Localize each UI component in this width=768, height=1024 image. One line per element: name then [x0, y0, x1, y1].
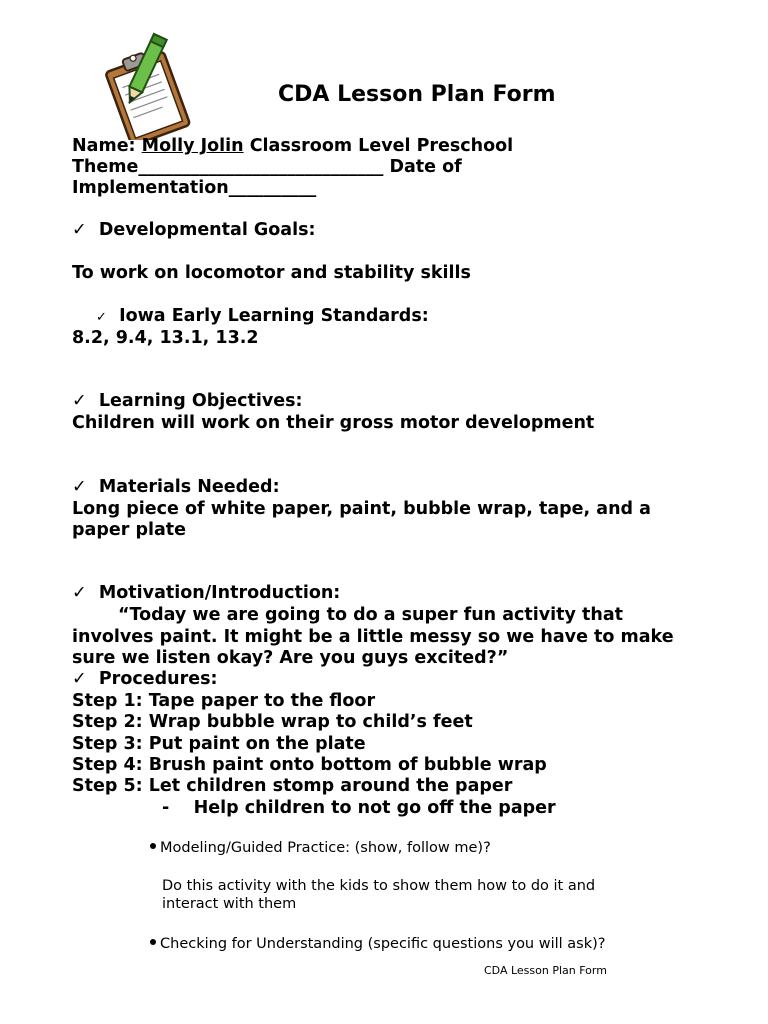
- name-value: Molly Jolin: [141, 136, 244, 156]
- theme-blank: ____________________________: [138, 157, 384, 177]
- developmental-goals-heading: ✓ Developmental Goals:: [72, 220, 316, 240]
- implementation-label: Implementation: [72, 178, 229, 198]
- page-footer: CDA Lesson Plan Form: [484, 964, 607, 977]
- procedure-step: Step 5: Let children stomp around the paper: [72, 776, 513, 796]
- theme-date-line: [72, 157, 462, 177]
- standards-text: 8.2, 9.4, 13.1, 13.2: [72, 328, 259, 348]
- classroom-label: Classroom Level: [249, 136, 411, 156]
- standards-heading: ✓ Iowa Early Learning Standards:: [96, 306, 429, 326]
- page-title: CDA Lesson Plan Form: [278, 82, 556, 107]
- classroom-value: Preschool: [416, 136, 514, 156]
- modeling-line-2: interact with them: [162, 896, 297, 912]
- motivation-line-1: “Today we are going to do a super fun activity that: [118, 605, 624, 625]
- check-icon: ✓: [72, 220, 87, 240]
- procedure-step: Step 4: Brush paint onto bottom of bubble wrap: [72, 755, 547, 775]
- implementation-blank: __________: [228, 178, 317, 198]
- motivation-heading: ✓ Motivation/Introduction:: [72, 583, 341, 603]
- name-label: Name:: [72, 136, 136, 156]
- name-classroom-line: [72, 136, 513, 156]
- check-icon: ✓: [72, 669, 87, 689]
- bullet-icon: [150, 939, 156, 945]
- modeling-heading: Modeling/Guided Practice: (show, follow me)?: [150, 840, 491, 856]
- procedure-step: Step 2: Wrap bubble wrap to child’s feet: [72, 712, 473, 732]
- procedures-heading: ✓ Procedures:: [72, 669, 218, 689]
- learning-objectives-text: Children will work on their gross motor development: [72, 413, 595, 433]
- learning-objectives-heading: ✓ Learning Objectives:: [72, 391, 303, 411]
- bullet-icon: [150, 843, 156, 849]
- date-label: Date of: [389, 157, 462, 177]
- check-icon: ✓: [72, 477, 87, 497]
- modeling-line-1: Do this activity with the kids to show them how to do it and: [162, 878, 596, 894]
- materials-heading: ✓ Materials Needed:: [72, 477, 280, 497]
- theme-label: Theme: [72, 157, 139, 177]
- procedure-step: Step 3: Put paint on the plate: [72, 734, 366, 754]
- motivation-line-2: involves paint. It might be a little messy so we have to make: [72, 627, 674, 647]
- check-icon: ✓: [72, 583, 87, 603]
- procedure-step: Step 1: Tape paper to the floor: [72, 691, 376, 711]
- motivation-line-3: sure we listen okay? Are you guys excited?”: [72, 648, 509, 668]
- developmental-goals-text: To work on locomotor and stability skills: [72, 263, 471, 283]
- check-icon: ✓: [72, 391, 87, 411]
- check-icon: ✓: [96, 310, 107, 325]
- clipboard-pencil-icon: [96, 30, 206, 140]
- implementation-line: [72, 178, 316, 198]
- materials-line-2: paper plate: [72, 520, 187, 540]
- procedure-sub-item: - Help children to not go off the paper: [162, 798, 556, 818]
- materials-line-1: Long piece of white paper, paint, bubble wrap, tape, and a: [72, 499, 651, 519]
- checking-heading: Checking for Understanding (specific questions you will ask)?: [150, 936, 605, 952]
